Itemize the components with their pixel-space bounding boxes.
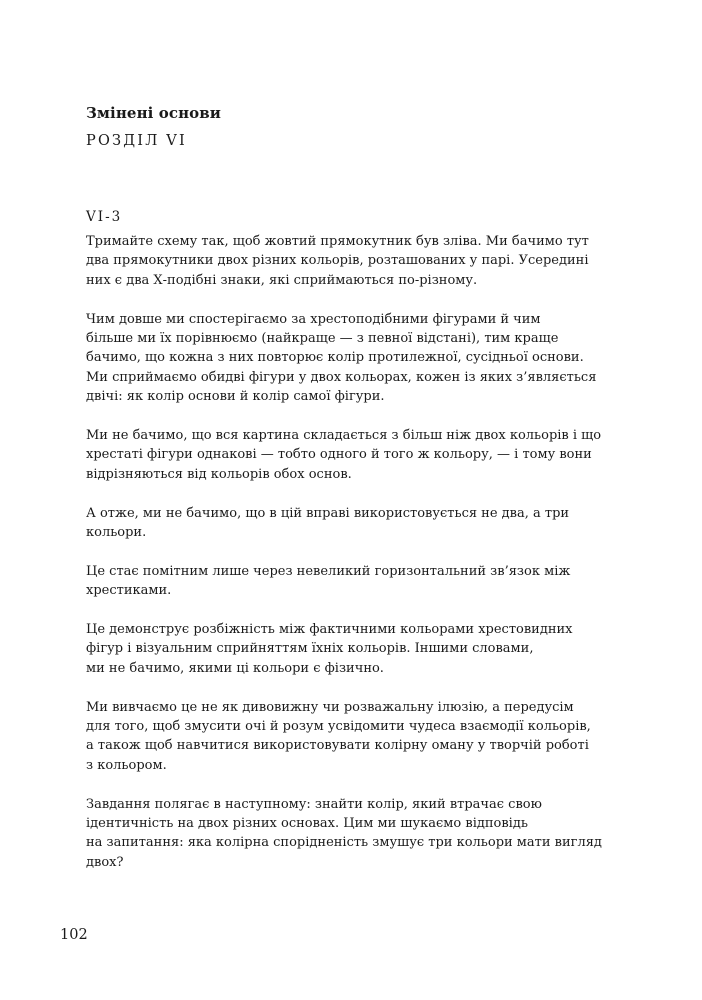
exercise-number: VI-3 (86, 209, 123, 225)
page-number: 102 (60, 927, 88, 943)
text-line: двічі: як колір основи й колір самої фігури. (86, 389, 385, 405)
paragraph (86, 562, 606, 601)
text-line: на запитання: яка колірна спорідненість змушує три кольори мати вигляд (86, 835, 602, 851)
text-line: Це демонструє розбіжність між фактичними кольорами хрестовидних (86, 622, 573, 638)
text-line: А отже, ми не бачимо, що в цій вправі використовується не два, а три (86, 505, 570, 521)
paragraph (86, 620, 606, 678)
text-line: ідентичність на двох різних основах. Цим ми шукаємо відповідь (86, 816, 528, 832)
body-text (86, 232, 606, 892)
text-line: них є два Х-подібні знаки, які сприймаються по-різному. (86, 272, 478, 288)
paragraph (86, 504, 606, 543)
text-line: два прямокутники двох різних кольорів, розташованих у парі. Усередині (86, 253, 589, 269)
paragraph (86, 310, 606, 407)
text-line: ми не бачимо, якими ці кольори є фізично. (86, 660, 384, 676)
text-line: фігур і візуальним сприйняттям їхніх кольорів. Іншими словами, (86, 641, 534, 657)
text-line: Завдання полягає в наступному: знайти колір, який втрачає свою (86, 796, 542, 812)
text-line: Чим довше ми спостерігаємо за хрестоподібними фігурами й чим (86, 311, 541, 327)
text-line: Ми вивчаємо це не як дивовижну чи розважальну ілюзію, а передусім (86, 699, 574, 715)
text-line: Це стає помітним лише через невеликий горизонтальний зв’язок між (86, 563, 571, 579)
paragraph (86, 232, 606, 290)
text-line: хрестиками. (86, 583, 172, 599)
paragraph (86, 795, 606, 873)
chapter-title: Змінені основи (86, 104, 222, 122)
text-line: Тримайте схему так, щоб жовтий прямокутник був зліва. Ми бачимо тут (86, 234, 589, 249)
paragraph (86, 698, 606, 776)
text-line: більше ми їх порівнюємо (найкраще — з певної відстані), тим краще (86, 331, 559, 347)
text-line: Ми сприймаємо обидві фігури у двох кольорах, кожен із яких з’являється (86, 369, 597, 385)
paragraph (86, 426, 606, 484)
text-line: для того, щоб змусити очі й розум усвідомити чудеса взаємодії кольорів, (86, 719, 591, 735)
text-line: кольори. (86, 525, 147, 541)
text-line: Ми не бачимо, що вся картина складається з більш ніж двох кольорів і що (86, 428, 602, 444)
text-line: двох? (86, 854, 124, 870)
text-line: з кольором. (86, 757, 167, 773)
text-line: а також щоб навчитися використовувати колірну оману у творчій роботі (86, 738, 589, 754)
text-line: хрестаті фігури однакові — тобто одного й того ж кольору, — і тому вони (86, 447, 592, 463)
text-line: бачимо, що кожна з них повторює колір протилежної, сусідньої основи. (86, 350, 584, 366)
text-line: відрізняються від кольорів обох основ. (86, 466, 352, 482)
section-heading: РОЗДІЛ VI (86, 133, 187, 149)
